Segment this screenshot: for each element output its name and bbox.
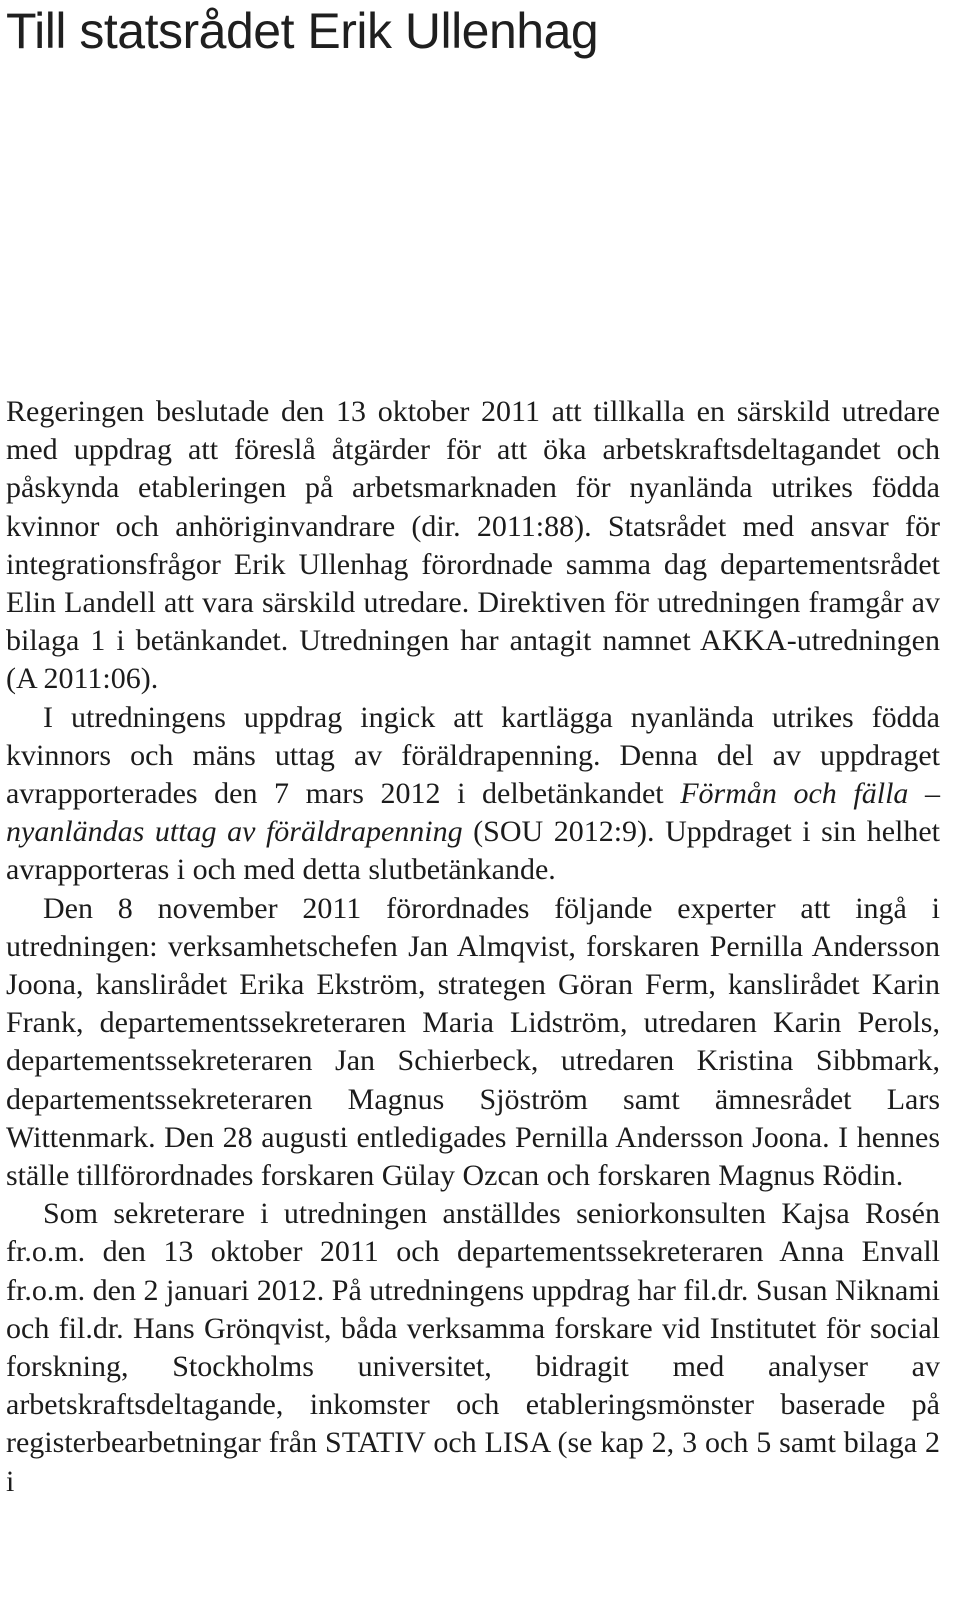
page-title: Till statsrådet Erik Ullenhag: [6, 3, 599, 59]
paragraph-experts: Den 8 november 2011 förordnades följande experter att ingå i utredningen: verksamhetschefen Jan Almqvist, forskaren Pernilla Andersson Joona, kanslirådet Erika Ekström, strategen Göran Ferm, kanslirådet Karin Frank, departementssekreteraren Maria Lidström, utredaren Karin Perols, departementssekreteraren Jan Schierbeck, utredaren Kristina Sibbmark, departementssekreteraren Magnus Sjöström samt ämnesrådet Lars Wittenmark. Den 28 augusti entledigades Pernilla Andersson Joona. I hennes ställe tillförordnades forskaren Gülay Ozcan och forskaren Magnus Rödin.: [6, 891, 940, 1193]
paragraph-secretariat: Som sekreterare i utredningen anställdes seniorkonsulten Kajsa Rosén fr.o.m. den 13 oktober 2011 och departementssekreteraren Anna Envall fr.o.m. den 2 januari 2012. På utredningens uppdrag har fil.dr. Susan Niknami och fil.dr. Hans Grönqvist, båda verksamma forskare vid Institutet för social forskning, Stockholms universitet, bidragit med analyser av arbetskraftsdeltagande, inkomster och etableringsmönster baserade på registerbearbetningar från STATIV och LISA (se kap 2, 3 och 5 samt bilaga 2 i: [6, 1197, 940, 1498]
body-text: [6, 393, 940, 1501]
report-title: Förmån och fälla – nyanländas uttag av föräldrapenning: [6, 777, 940, 849]
paragraph-interim-report-text: I utredningens uppdrag ingick att kartlägga nyanlända utrikes födda kvinnors och mäns uttag av föräldrapenning. Denna del av uppdraget avrapporterades den 7 mars 2012 i delbetänkandet: [6, 700, 940, 811]
paragraph-assignment: Regeringen beslutade den 13 oktober 2011 att tillkalla en särskild utredare med uppdrag att föreslå åtgärder för att öka arbetskraftsdeltagandet och påskynda etableringen på arbetsmarknaden för nyanlända utrikes födda kvinnor och anhöriginvandrare (dir. 2011:88). Statsrådet med ansvar för integrationsfrågor Erik Ullenhag förordnade samma dag departementsrådet Elin Landell att vara särskild utredare. Direktiven för utredningen framgår av bilaga 1 i betänkandet. Utredningen har antagit namnet AKKA-utredningen (A 2011:06).: [6, 395, 940, 696]
paragraph-interim-report: [6, 699, 940, 890]
paragraph-interim-report-tail: (SOU 2012:9). Uppdraget i sin helhet avrapporteras i och med detta slutbetänkande.: [6, 815, 940, 887]
